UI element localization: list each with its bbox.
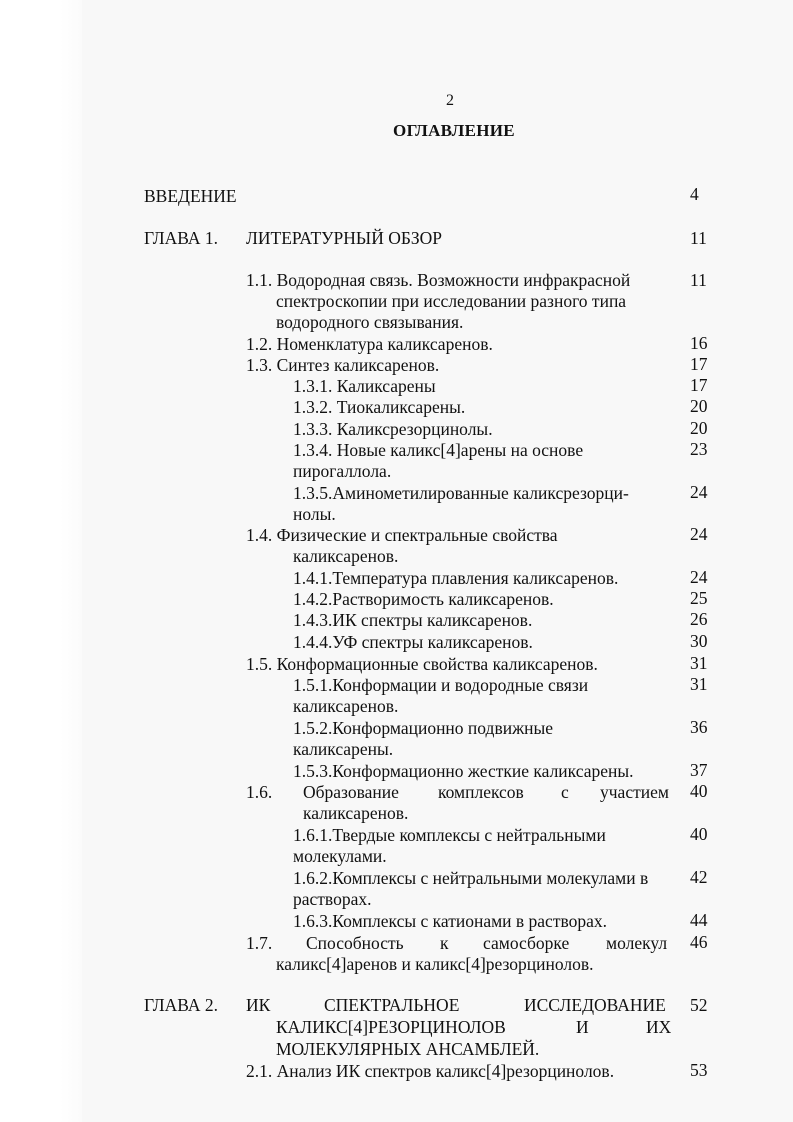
toc-1-6-1-line2: молекулами. bbox=[293, 846, 387, 866]
toc-chapter2-word2: СПЕКТРАЛЬНОЕ bbox=[324, 995, 460, 1015]
toc-1-5-page: 31 bbox=[690, 653, 708, 673]
toc-1-3-5-line2: нолы. bbox=[293, 504, 336, 524]
toc-1-3-2: 1.3.2. Тиокаликсарены. bbox=[293, 397, 466, 417]
toc-1-2-page: 16 bbox=[690, 333, 708, 353]
toc-1-4-4: 1.4.4.УФ спектры каликсаренов. bbox=[293, 632, 533, 652]
toc-1-4-page: 24 bbox=[690, 524, 708, 544]
toc-1-3-1: 1.3.1. Каликсарены bbox=[293, 376, 436, 396]
toc-1-3-5-page: 24 bbox=[690, 482, 708, 502]
toc-chapter2-page: 52 bbox=[690, 995, 708, 1015]
toc-1-4-line2: каликсаренов. bbox=[293, 546, 399, 566]
toc-1-6-num: 1.6. bbox=[246, 782, 273, 802]
toc-1-3-4-line1: 1.3.4. Новые каликс[4]арены на основе bbox=[293, 440, 584, 460]
toc-chapter2-line2-word1: КАЛИКС[4]РЕЗОРЦИНОЛОВ bbox=[276, 1017, 506, 1037]
toc-1-6-3-page: 44 bbox=[690, 910, 708, 930]
toc-1-6-word4: участием bbox=[600, 782, 669, 802]
toc-chapter1-title: ЛИТЕРАТУРНЫЙ ОБЗОР bbox=[246, 228, 443, 248]
toc-2-1: 2.1. Анализ ИК спектров каликс[4]резорцинолов. bbox=[246, 1061, 615, 1081]
toc-1-6-3: 1.6.3.Комплексы с катионами в растворах. bbox=[293, 911, 608, 931]
toc-chapter1-label: ГЛАВА 1. bbox=[144, 228, 219, 248]
toc-1-1-line1: 1.1. Водородная связь. Возможности инфракрасной bbox=[246, 270, 631, 290]
toc-1-5-1-page: 31 bbox=[690, 674, 708, 694]
toc-1-6-word1: Образование bbox=[303, 782, 399, 802]
toc-1-4-1: 1.4.1.Температура плавления каликсаренов. bbox=[293, 568, 619, 588]
toc-1-3: 1.3. Синтез каликсаренов. bbox=[246, 355, 440, 375]
toc-1-6-1-line1: 1.6.1.Твердые комплексы с нейтральными bbox=[293, 825, 606, 845]
toc-chapter1-page: 11 bbox=[690, 228, 707, 248]
toc-1-7-word3: самосборке bbox=[483, 933, 570, 953]
toc-1-2: 1.2. Номенклатура каликсаренов. bbox=[246, 334, 493, 354]
toc-1-4-4-page: 30 bbox=[690, 631, 708, 651]
toc-chapter2-line2-word2: И bbox=[576, 1017, 589, 1037]
toc-1-4-2: 1.4.2.Растворимость каликсаренов. bbox=[293, 589, 554, 609]
toc-1-7-line2: каликс[4]аренов и каликс[4]резорцинолов. bbox=[276, 954, 594, 974]
toc-1-6-word2: комплексов bbox=[438, 782, 524, 802]
toc-1-6-2-page: 42 bbox=[690, 867, 708, 887]
toc-1-4-2-page: 25 bbox=[690, 588, 708, 608]
toc-1-4-line1: 1.4. Физические и спектральные свойства bbox=[246, 525, 558, 545]
toc-1-6-page: 40 bbox=[690, 781, 708, 801]
toc-1-1-line3: водородного связывания. bbox=[276, 312, 464, 332]
toc-1-6-2-line1: 1.6.2.Комплексы с нейтральными молекулами в bbox=[293, 868, 649, 888]
toc-1-5-2-line1: 1.5.2.Конформационно подвижные bbox=[293, 718, 554, 738]
toc-1-6-line2: каликсаренов. bbox=[303, 803, 409, 823]
toc-chapter2-word3: ИССЛЕДОВАНИЕ bbox=[524, 995, 666, 1015]
toc-intro: ВВЕДЕНИЕ bbox=[144, 186, 237, 206]
toc-1-3-3-page: 20 bbox=[690, 418, 708, 438]
toc-1-1-page: 11 bbox=[690, 270, 707, 290]
toc-1-7-page: 46 bbox=[690, 932, 708, 952]
toc-chapter2-line3: МОЛЕКУЛЯРНЫХ АНСАМБЛЕЙ. bbox=[276, 1039, 540, 1059]
toc-1-3-1-page: 17 bbox=[690, 375, 708, 395]
toc-1-4-3: 1.4.3.ИК спектры каликсаренов. bbox=[293, 610, 533, 630]
toc-1-6-word3: с bbox=[561, 782, 569, 802]
toc-1-3-5-line1: 1.3.5.Аминометилированные каликсрезорци- bbox=[293, 483, 629, 503]
page-title: ОГЛАВЛЕНИЕ bbox=[393, 121, 515, 140]
toc-intro-page: 4 bbox=[690, 184, 699, 204]
toc-1-7-word4: молекул bbox=[606, 933, 668, 953]
toc-1-5-2-page: 36 bbox=[690, 717, 708, 737]
toc-1-7-word2: к bbox=[440, 933, 449, 953]
toc-1-7-word1: Способность bbox=[306, 933, 404, 953]
toc-1-3-4-line2: пирогаллола. bbox=[293, 461, 392, 481]
toc-1-3-2-page: 20 bbox=[690, 396, 708, 416]
toc-1-5-2-line2: каликсарены. bbox=[293, 739, 394, 759]
toc-1-3-3: 1.3.3. Каликсрезорцинолы. bbox=[293, 419, 493, 439]
toc-chapter2-word1: ИК bbox=[246, 995, 271, 1015]
toc-1-5: 1.5. Конформационные свойства каликсаренов. bbox=[246, 654, 598, 674]
toc-1-6-2-line2: растворах. bbox=[293, 889, 372, 909]
toc-1-1-line2: спектроскопии при исследовании разного типа bbox=[276, 291, 627, 311]
page-number: 2 bbox=[446, 92, 454, 109]
toc-2-1-page: 53 bbox=[690, 1060, 708, 1080]
toc-1-5-3-page: 37 bbox=[690, 760, 708, 780]
toc-chapter2-label: ГЛАВА 2. bbox=[144, 995, 219, 1015]
toc-chapter2-line2-word3: ИХ bbox=[646, 1017, 672, 1037]
toc-1-3-page: 17 bbox=[690, 354, 708, 374]
toc-1-5-3: 1.5.3.Конформационно жесткие каликсарены. bbox=[293, 761, 634, 781]
toc-1-5-1-line2: каликсаренов. bbox=[293, 696, 399, 716]
toc-1-6-1-page: 40 bbox=[690, 824, 708, 844]
toc-1-3-4-page: 23 bbox=[690, 439, 708, 459]
toc-1-4-3-page: 26 bbox=[690, 609, 708, 629]
toc-1-4-1-page: 24 bbox=[690, 567, 708, 587]
toc-1-5-1-line1: 1.5.1.Конформации и водородные связи bbox=[293, 675, 589, 695]
toc-1-7-num: 1.7. bbox=[246, 933, 273, 953]
